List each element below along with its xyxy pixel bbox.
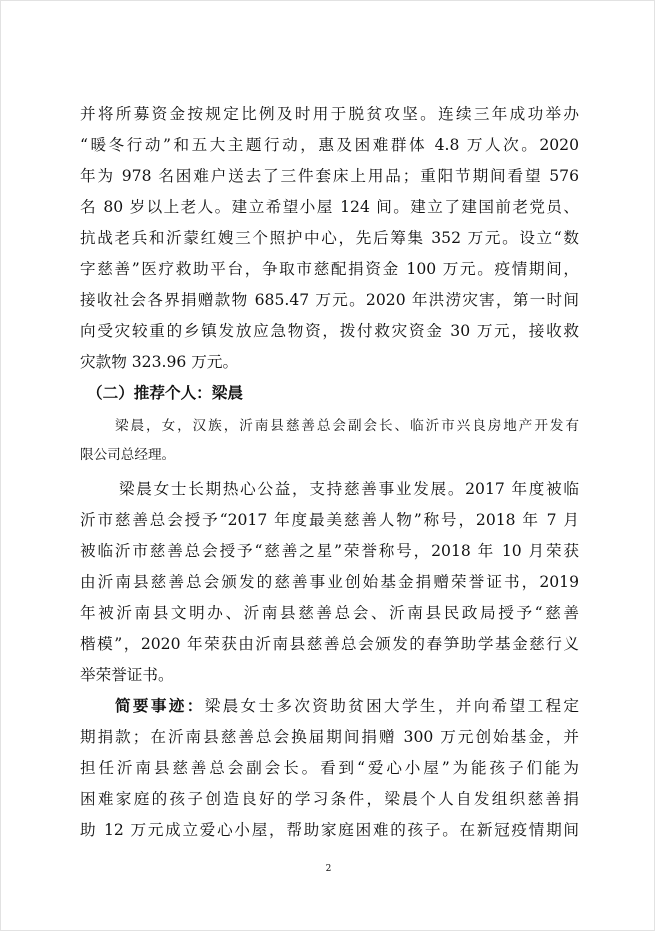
paragraph-line: 年为 978 名困难户送去了三件套床上用品；重阳节期间看望 576 [80,167,579,185]
summary-lead-label: 简要事迹： [115,696,205,715]
paragraph-line: 接收社会各界捐赠款物 685.47 万元。2020 年洪涝灾害，第一时间 [80,291,579,309]
page-number: 2 [325,864,332,874]
paragraph-line: 由沂南县慈善总会颁发的慈善事业创始基金捐赠荣誉证书，2019 [80,573,579,591]
summary-first-line-text: 梁晨女士多次资助贫困大学生，并向希望工程定 [204,697,579,715]
paragraph-line-first [115,696,579,716]
paragraph-line: 名 80 岁以上老人。建立希望小屋 124 间。建立了建国前老党员、 [80,198,579,216]
paragraph-line: 困难家庭的孩子创造良好的学习条件，梁晨个人自发组织慈善捐 [80,790,579,808]
paragraph-line: 抗战老兵和沂蒙红嫂三个照护中心，先后筹集 352 万元。设立“数 [80,229,579,247]
paragraph-line: 担任沂南县慈善总会副会长。看到“爱心小屋”为能孩子们能为 [80,759,579,777]
paragraph-line: 字慈善”医疗救助平台，争取市慈配捐资金 100 万元。疫情期间， [80,260,579,278]
paragraph-line: 年被沂南县文明办、沂南县慈善总会、沂南县民政局授予“慈善 [80,604,579,622]
paragraph-line: “暖冬行动”和五大主题行动，惠及困难群体 4.8 万人次。2020 [80,136,579,154]
paragraph-line: 助 12 万元成立爱心小屋，帮助家庭困难的孩子。在新冠疫情期间 [80,821,579,839]
paragraph-line: 梁晨女士长期热心公益，支持慈善事业发展。2017 年度被临 [119,480,579,498]
intro-line: 限公司总经理。 [80,447,176,463]
paragraph-line: 并将所募资金按规定比例及时用于脱贫攻坚。连续三年成功举办 [80,105,579,123]
paragraph-line: 被临沂市慈善总会授予“慈善之星”荣誉称号，2018 年 10 月荣获 [80,542,579,560]
paragraph-line: 向受灾较重的乡镇发放应急物资，拨付救灾资金 30 万元，接收救 [80,322,579,340]
paragraph-line: 期捐款；在沂南县慈善总会换届期间捐赠 300 万元创始基金，并 [80,728,579,746]
paragraph-line: 沂市慈善总会授予“2017 年度最美慈善人物”称号，2018 年 7 月 [80,511,579,529]
intro-line: 梁晨，女，汉族，沂南县慈善总会副会长、临沂市兴良房地产开发有 [115,418,579,434]
paragraph-line: 灾款物 323.96 万元。 [80,353,239,371]
paragraph-line: 楷模”，2020 年荣获由沂南县慈善总会颁发的春笋助学基金慈行义 [80,635,579,653]
section-heading: （二）推荐个人：梁晨 [87,383,243,402]
paragraph-line: 举荣誉证书。 [80,666,174,684]
